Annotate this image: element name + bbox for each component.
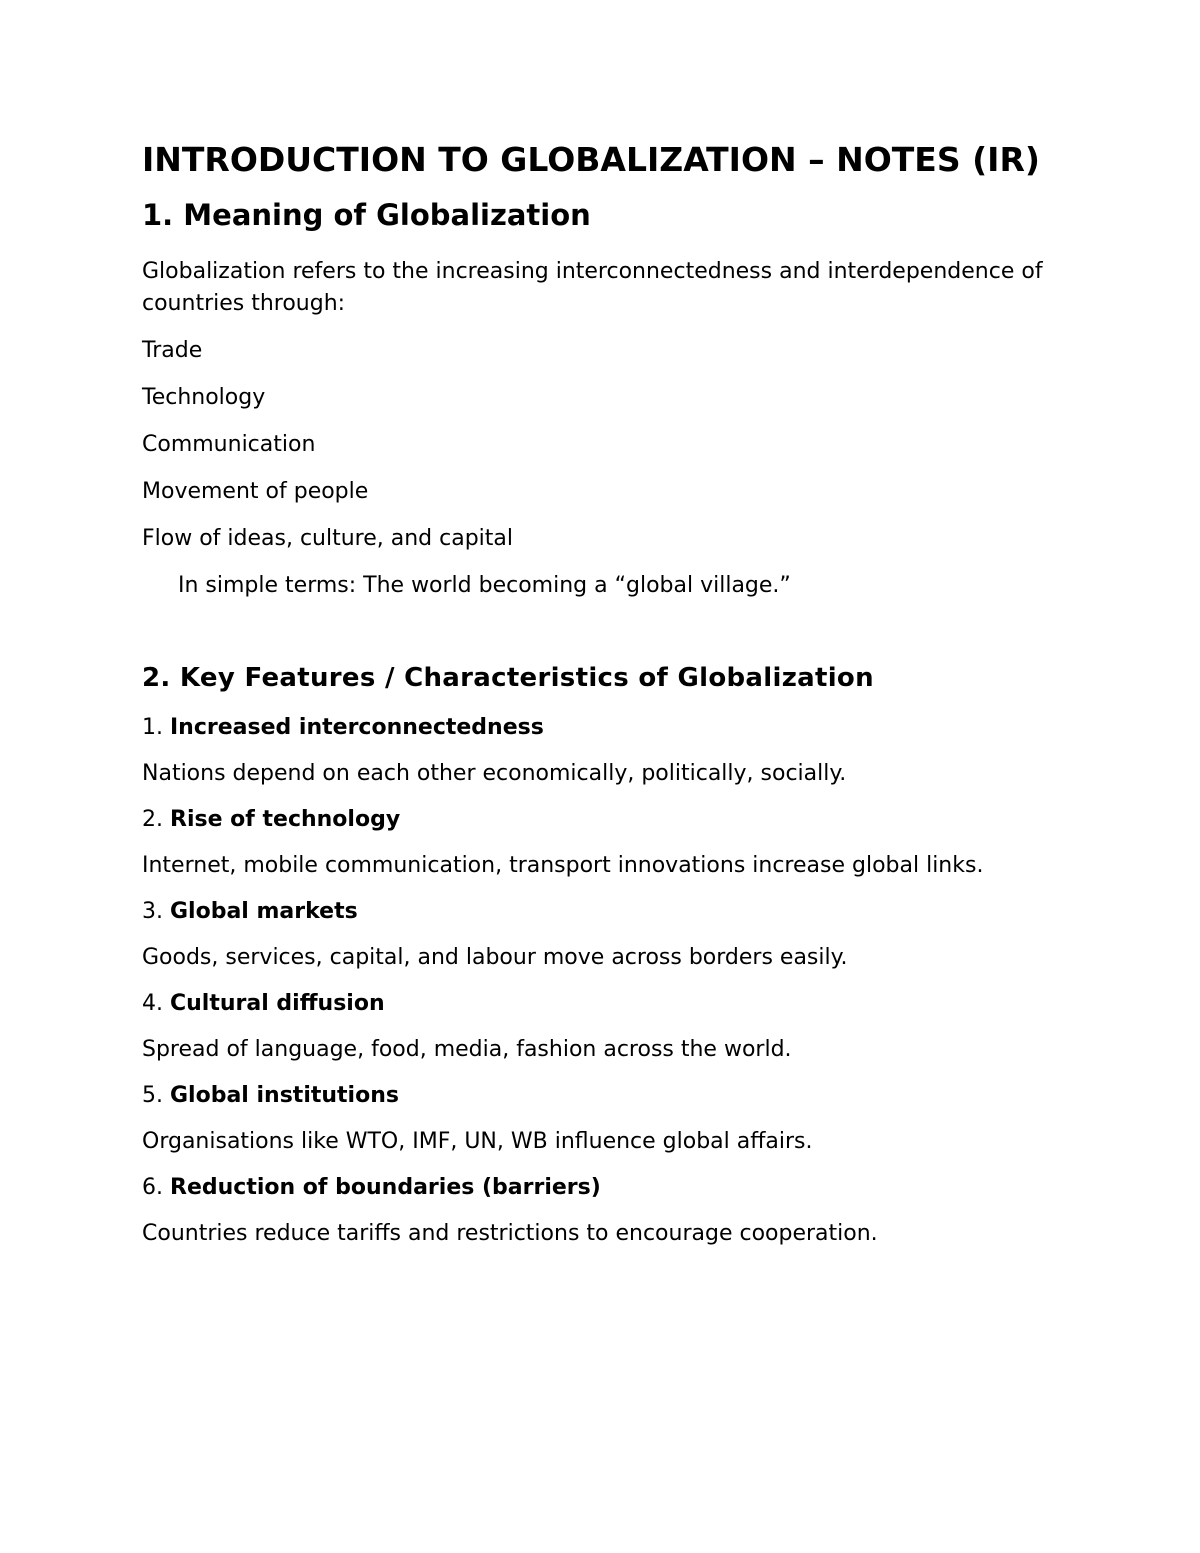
list-item: Flow of ideas, culture, and capital [142,526,514,551]
feature-title: Cultural diffusion [170,991,385,1016]
list-item: Communication [142,432,316,457]
meaning-intro-paragraph: Globalization refers to the increasing interconnectedness and interdependence of countries through: [142,259,1043,316]
document-page [142,138,1072,1250]
feature-title: Reduction of boundaries (barriers) [170,1175,601,1200]
list-item: Technology [142,385,266,410]
feature-heading [142,712,1072,744]
feature-description: Organisations like WTO, IMF, UN, WB influence global affairs. [142,1129,813,1154]
feature-description: Nations depend on each other economically, politically, socially. [142,761,847,786]
section-heading-key-features: 2. Key Features / Characteristics of Globalization [142,663,874,693]
feature-heading [142,988,1072,1020]
section-heading-meaning: 1. Meaning of Globalization [142,198,591,232]
feature-title: Rise of technology [170,807,401,832]
feature-heading [142,896,1072,928]
feature-description: Countries reduce tariffs and restrictions to encourage cooperation. [142,1221,878,1246]
feature-title: Increased interconnectedness [170,715,544,740]
list-item: Movement of people [142,479,369,504]
feature-number: 3. [142,899,163,924]
feature-number: 1. [142,715,163,740]
page-title: INTRODUCTION TO GLOBALIZATION – NOTES (IR) [142,140,1040,179]
feature-description: Goods, services, capital, and labour move across borders easily. [142,945,848,970]
feature-heading [142,1172,1072,1204]
feature-number: 5. [142,1083,163,1108]
feature-number: 2. [142,807,163,832]
feature-number: 6. [142,1175,163,1200]
list-item: Trade [142,338,203,363]
feature-description: Internet, mobile communication, transport innovations increase global links. [142,853,984,878]
feature-title: Global markets [170,899,358,924]
feature-heading [142,804,1072,836]
feature-number: 4. [142,991,163,1016]
feature-description: Spread of language, food, media, fashion across the world. [142,1037,792,1062]
simple-terms-note: In simple terms: The world becoming a “global village.” [178,573,791,598]
feature-title: Global institutions [170,1083,399,1108]
feature-heading [142,1080,1072,1112]
